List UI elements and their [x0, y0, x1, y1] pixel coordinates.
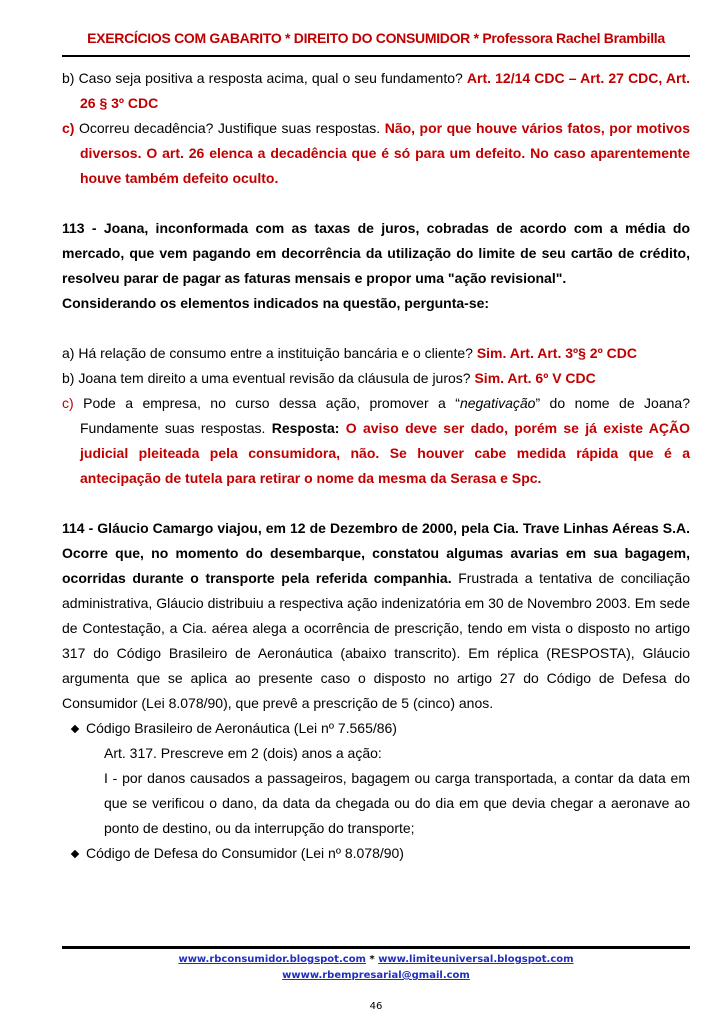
page-number: 46	[369, 1001, 383, 1012]
q112-b-question: b) Caso seja positiva a resposta acima, qual o seu fundamento?	[62, 70, 467, 86]
q114-bullet-cba-text: Código Brasileiro de Aeronáutica (Lei nº 7.565/86)	[86, 720, 397, 736]
footer-link-rbconsumidor[interactable]: www.rbconsumidor.blogspot.com	[178, 954, 366, 965]
q112-c-answer: Não, por que houve vários fatos, por motivos diversos. O art. 26 elenca a decadência que é só para um defeito. No caso aparentemente houve também defeito oculto.	[80, 120, 690, 186]
q113-b-answer: Sim. Art. 6º V CDC	[474, 370, 596, 386]
q114-statement-rest: Frustrada a tentativa de conciliação administrativa, Gláucio distribuiu a respectiva ação indenizatória em 30 de Novembro 2003. Em sede de Contestação, a Cia. aérea alega a ocorrência de prescrição, tendo em vista o disposto no artigo 317 do Código Brasileiro de Aeronáutica (abaixo transcrito). Em réplica (RESPOSTA), Gláucio argumenta que se aplica ao presente caso o disposto no artigo 27 do Código de Defesa do Consumidor (Lei 8.078/90), que prevê a prescrição de 5 (cinco) anos.	[62, 570, 690, 711]
q113-item-b	[62, 366, 690, 391]
footer-divider	[62, 946, 690, 949]
page-header-title: EXERCÍCIOS COM GABARITO * DIREITO DO CONSUMIDOR * Professora Rachel Brambilla	[87, 30, 665, 46]
q114-bullet-cba	[62, 716, 690, 741]
q114-bullet-cdc-text: Código de Defesa do Consumidor (Lei nº 8.078/90)	[86, 845, 404, 861]
q113-a-question: a) Há relação de consumo entre a instituição bancária e o cliente?	[62, 345, 477, 361]
q113-item-a	[62, 341, 690, 366]
q113-c-marker: c)	[62, 395, 74, 411]
q113-c-italic-term: negativação	[459, 395, 536, 411]
q112-item-b	[62, 66, 690, 116]
q114-art-title: Art. 317. Prescreve em 2 (dois) anos a ação:	[104, 745, 382, 761]
header-divider	[62, 55, 690, 57]
q113-c-question-part2: ” do nome de Joana? Fundamente suas respostas.	[80, 395, 690, 436]
q113-c-answer-label: Resposta:	[271, 420, 340, 436]
q113-prompt: Considerando os elementos indicados na questão, pergunta-se:	[62, 295, 490, 311]
q112-b-answer: Art. 12/14 CDC – Art. 27 CDC, Art. 26 § 3º CDC	[80, 70, 690, 111]
footer-link-email[interactable]: wwww.rbempresarial@gmail.com	[282, 970, 470, 981]
q114-art-item: I - por danos causados a passageiros, bagagem ou carga transportada, a contar da data em que se verificou o dano, da data da chegada ou do dia em que devia chegar a aeronave ao ponto de destino, ou da interrupção do transporte;	[104, 770, 690, 836]
document-body	[62, 66, 690, 866]
diamond-bullet-icon	[71, 725, 79, 733]
footer-link-limiteuniversal[interactable]: www.limiteuniversal.blogspot.com	[378, 954, 574, 965]
q114-statement	[62, 516, 690, 716]
q114-bullet-cdc	[62, 841, 690, 866]
diamond-bullet-icon	[71, 850, 79, 858]
q113-c-answer: O aviso deve ser dado, porém se já existe AÇÃO judicial pleiteada pela consumidora, não. Se houver cabe medida rápida que é a antecipação de tutela para retirar o nome da mesma da Serasa e Spc.	[80, 420, 691, 486]
footer-links	[62, 952, 690, 984]
footer-separator: *	[365, 954, 379, 965]
q113-statement: 113 - Joana, inconformada com as taxas de juros, cobradas de acordo com a média do mercado, que vem pagando em decorrência da utilização do limite de seu cartão de crédito, resolveu parar de pagar as faturas mensais e propor uma "ação revisional".	[62, 220, 690, 286]
q113-item-c	[62, 391, 690, 491]
q112-c-marker: c)	[62, 120, 75, 136]
q113-b-question: b) Joana tem direito a uma eventual revisão da cláusula de juros?	[62, 370, 475, 386]
q112-c-question: Ocorreu decadência? Justifique suas respostas.	[74, 120, 385, 136]
q112-item-c	[62, 116, 690, 191]
q113-a-answer: Sim. Art. Art. 3º§ 2º CDC	[476, 345, 637, 361]
q114-statement-bold: 114 - Gláucio Camargo viajou, em 12 de Dezembro de 2000, pela Cia. Trave Linhas Aéreas S.A. Ocorre que, no momento do desembarque, constatou algumas avarias em sua bagagem, ocorridas durante o transporte pela referida companhia.	[62, 520, 690, 586]
q113-c-question-part1: Pode a empresa, no curso dessa ação, promover a “	[73, 395, 460, 411]
